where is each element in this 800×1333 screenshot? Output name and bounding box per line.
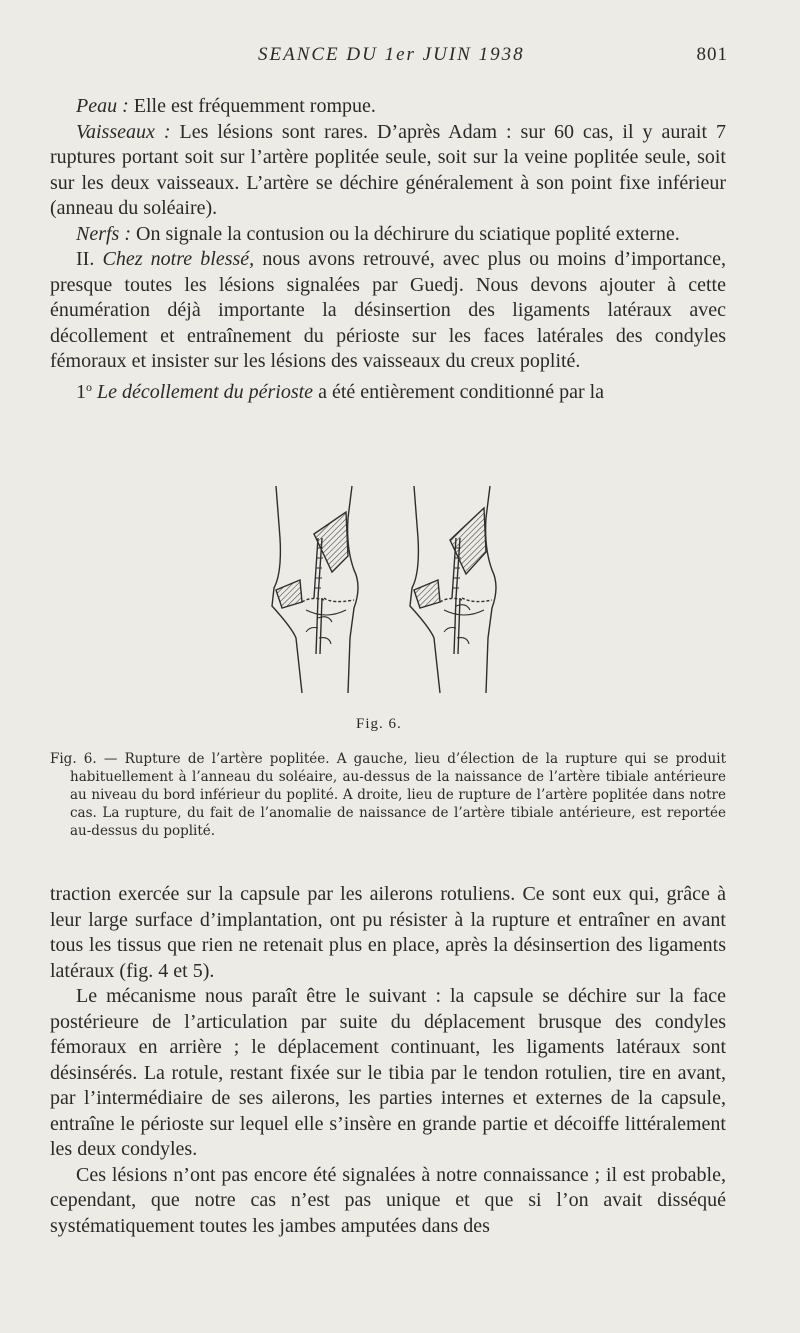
p1-prefix: 1: [76, 380, 86, 403]
nerfs-text: On signale la contusion ou la déchirure du sciatique poplité externe.: [131, 222, 680, 245]
running-header: [50, 44, 728, 70]
right-knee-drawing: [410, 486, 496, 693]
caption-text: Fig. 6. — Rupture de l’artère poplitée. A gauche, lieu d’élection de la rupture qui se produit habituellement à l’anneau du soléaire, au-dessus de la naissance de l’artère tibiale antérieure au niveau du bord inférieur du poplité. A droite, lieu de rupture de l’artère poplitée dans notre cas. La rupture, du fait de l’anomalie de naissance de l’artère tibiale antérieure, est reportée au-dessus du poplité.: [50, 751, 726, 839]
ii-italic: Chez notre blessé,: [102, 248, 255, 270]
nerfs-label: Nerfs :: [76, 222, 131, 245]
paragraph-mecanisme: Le mécanisme nous paraît être le suivant : la capsule se déchire sur la face postérieure de l’articulation par suite du déplacement brusque des condyles fémoraux en arrière ; le déplacement continuant, les ligaments latéraux sont désinsérés. La rotule, restant fixée sur le tibia par le tendon rotulien, tire en avant, par l’intermédiaire de ses ailerons, les parties internes et externes de la capsule, entraîne le périoste sur lequel elle s’insère en grande partie et décoiffe littéralement les deux condyles.: [50, 985, 726, 1160]
page-number: 801: [696, 44, 728, 65]
running-title: SEANCE DU 1er JUIN 1938: [258, 44, 525, 65]
paragraph-nerfs: [50, 222, 726, 248]
paragraph-ii: [50, 247, 726, 375]
paragraph-vaisseaux: [50, 120, 726, 222]
knee-artery-illustration: [262, 478, 502, 698]
peau-text: Elle est fréquemment rompue.: [128, 95, 376, 117]
ii-prefix: II.: [76, 248, 103, 270]
text-block-bottom: [50, 882, 726, 1239]
p1-sup: o: [86, 379, 92, 394]
paragraph-decollement: [50, 375, 726, 406]
text-block-top: [50, 94, 726, 405]
figure-drawing: [262, 478, 502, 698]
left-knee-drawing: [272, 486, 358, 693]
figure-number: Fig. 6.: [356, 716, 402, 732]
paragraph-lesions: Ces lésions n’ont pas encore été signalées à notre connaissance ; il est probable, cependant, que notre cas n’est pas unique et que si l’on avait disséqué systématiquement toutes les jambes amputées dans des: [50, 1163, 726, 1237]
figure-caption: [50, 750, 726, 840]
vaisseaux-label: Vaisseaux :: [76, 120, 171, 143]
paragraph-peau: [50, 94, 726, 120]
vaisseaux-text: Les lésions sont rares. D’après Adam : sur 60 cas, il y aurait 7 ruptures portant soit sur l’artère poplitée seule, soit sur la veine poplitée seule, soit sur les deux vaisseaux. L’artère se déchire généralement à son point fixe inférieur (anneau du soléaire).: [50, 120, 726, 219]
p1-text: a été entièrement conditionné par la: [313, 380, 605, 403]
p1-italic: Le décollement du périoste: [92, 380, 314, 403]
peau-label: Peau :: [76, 95, 129, 117]
ii-text: nous avons retrouvé, avec plus ou moins d’importance, presque toutes les lésions signalées par Guedj. Nous devons ajouter à cette énumération déjà importante la désinsertion des ligaments latéraux avec décollement et entraînement du périoste sur les faces latérales des condyles fémoraux et insister sur les lésions des vaisseaux du creux poplité.: [50, 248, 726, 372]
paragraph-traction: traction exercée sur la capsule par les ailerons rotuliens. Ce sont eux qui, grâce à leur large surface d’implantation, ont pu résister à la rupture et entraîner en avant tous les tissus que rien ne retenait plus en place, après la désinsertion des ligaments latéraux (fig. 4 et 5).: [50, 883, 726, 982]
